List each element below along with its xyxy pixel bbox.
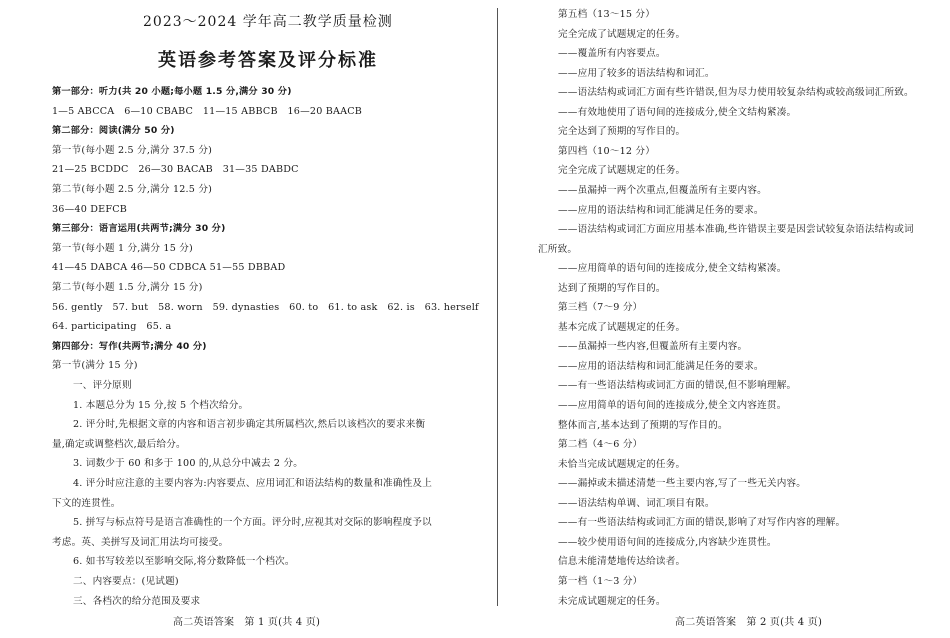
text-line: 第一节(每小题 2.5 分,满分 37.5 分) — [52, 144, 213, 156]
text-line: 64. participating 65. a — [52, 321, 172, 333]
text-line: ——覆盖所有内容要点。 — [558, 48, 666, 60]
text-line: 基本完成了试题规定的任务。 — [558, 321, 686, 333]
text-line: 考虑。英、美拼写及词汇用法均可接受。 — [52, 536, 229, 548]
text-line: ——漏掉或未描述清楚一些主要内容,写了一些无关内容。 — [558, 478, 807, 490]
text-line: 2. 评分时,先根据文章的内容和语言初步确定其所属档次,然后以该档次的要求来衡 — [73, 419, 426, 431]
text-line: 第二节(每小题 1.5 分,满分 15 分) — [52, 282, 203, 293]
text-line: ——语法结构或词汇方面应用基本准确,些许错误主要是因尝试较复杂语法结构或词 — [558, 224, 914, 236]
section-heading: 第三部分：语言运用(共两节;满分 30 分) — [52, 223, 226, 235]
page-title: 英语参考答案及评分标准 — [158, 50, 378, 71]
text-line: 56. gently 57. but 58. worn 59. dynasties 60. to 61. to ask 62. is 63. herself — [52, 301, 479, 313]
text-line: 第二档（4～6 分） — [558, 439, 643, 451]
text-line: 达到了预期的写作目的。 — [558, 282, 666, 294]
text-line: 5. 拼写与标点符号是语言准确性的一个方面。评分时,应视其对交际的影响程度予以 — [73, 517, 432, 529]
text-line: ——应用的语法结构和词汇能满足任务的要求。 — [558, 204, 764, 216]
text-line: 信息未能清楚地传达给读者。 — [558, 556, 686, 568]
text-line: 41—45 DABCA 46—50 CDBCA 51—55 DBBAD — [52, 262, 286, 274]
text-line: ——有一些语法结构或词汇方面的错误,影响了对写作内容的理解。 — [558, 517, 846, 529]
section-heading: 第四部分：写作(共两节;满分 40 分) — [52, 340, 207, 352]
text-line: 36—40 DEFCB — [52, 203, 128, 215]
text-line: ——应用的语法结构和词汇能满足任务的要求。 — [558, 360, 764, 372]
text-line: 第一档（1～3 分） — [558, 575, 643, 587]
text-line: 第四档（10～12 分） — [558, 145, 656, 157]
text-line: 第一节(每小题 1 分,满分 15 分) — [52, 242, 193, 254]
text-line: 3. 词数少于 60 和多于 100 的,从总分中减去 2 分。 — [73, 458, 304, 470]
text-line: ——应用简单的语句间的连接成分,使全文结构紧凑。 — [558, 263, 787, 275]
text-line: 三、各档次的给分范围及要求 — [73, 595, 201, 607]
text-line: 完全完成了试题规定的任务。 — [558, 165, 686, 177]
text-line: 6. 如书写较差以至影响交际,将分数降低一个档次。 — [73, 556, 295, 568]
text-line: 量,确定或调整档次,最后给分。 — [52, 438, 186, 450]
text-line: ——虽漏掉一两个次重点,但覆盖所有主要内容。 — [558, 184, 767, 196]
text-line: ——语法结构或词汇方面有些许错误,但为尽力使用较复杂结构或较高级词汇所致。 — [558, 87, 914, 99]
page-2 — [502, 0, 950, 638]
text-line: ——有一些语法结构或词汇方面的错误,但不影响理解。 — [558, 380, 797, 392]
text-line: 未恰当完成试题规定的任务。 — [558, 458, 686, 470]
text-line: 完全完成了试题规定的任务。 — [558, 28, 686, 40]
column-divider — [497, 8, 498, 606]
section-heading: 第二部分：阅读(满分 50 分) — [52, 125, 175, 137]
text-line: 未完成试题规定的任务。 — [558, 595, 666, 607]
text-line: 第五档（13～15 分） — [558, 9, 656, 20]
page-2-footer: 高二英语答案 第 2 页(共 4 页) — [675, 617, 823, 628]
text-line: 1—5 ABCCA 6—10 CBABC 11—15 ABBCB 16—20 BAACB — [52, 105, 363, 117]
text-line: 完全达到了预期的写作目的。 — [558, 126, 686, 138]
text-line: ——有效地使用了语句间的连接成分,使全文结构紧凑。 — [558, 106, 797, 118]
text-line: ——应用简单的语句间的连接成分,使全文内容连贯。 — [558, 400, 787, 411]
text-line: ——应用了较多的语法结构和词汇。 — [558, 67, 715, 79]
text-line: ——语法结构单调、词汇项目有限。 — [558, 497, 715, 509]
text-line: 整体而言,基本达到了预期的写作目的。 — [558, 419, 728, 431]
text-line: 4. 评分时应注意的主要内容为:内容要点、应用词汇和语法结构的数量和准确性及上 — [73, 478, 433, 489]
page-1-footer: 高二英语答案 第 1 页(共 4 页) — [173, 617, 321, 628]
text-line: 一、评分原则 — [73, 380, 132, 391]
text-line: 第一节(满分 15 分) — [52, 360, 138, 372]
text-line: 第三档（7～9 分） — [558, 302, 643, 314]
section-heading: 第一部分：听力(共 20 小题;每小题 1.5 分,满分 30 分) — [52, 86, 292, 97]
text-line: 汇所致。 — [538, 243, 578, 255]
text-line: 二、内容要点：(见试题) — [73, 576, 179, 587]
text-line: ——虽漏掉一些内容,但覆盖所有主要内容。 — [558, 341, 748, 353]
exam-heading: 2023～2024 学年高二教学质量检测 — [143, 14, 393, 30]
text-line: 第二节(每小题 2.5 分,满分 12.5 分) — [52, 184, 213, 195]
text-line: ——较少使用语句间的连接成分,内容缺少连贯性。 — [558, 536, 777, 548]
text-line: 21—25 BCDDC 26—30 BACAB 31—35 DABDC — [52, 164, 299, 176]
text-line: 下文的连贯性。 — [52, 497, 121, 509]
text-line: 1. 本题总分为 15 分,按 5 个档次给分。 — [73, 399, 249, 411]
